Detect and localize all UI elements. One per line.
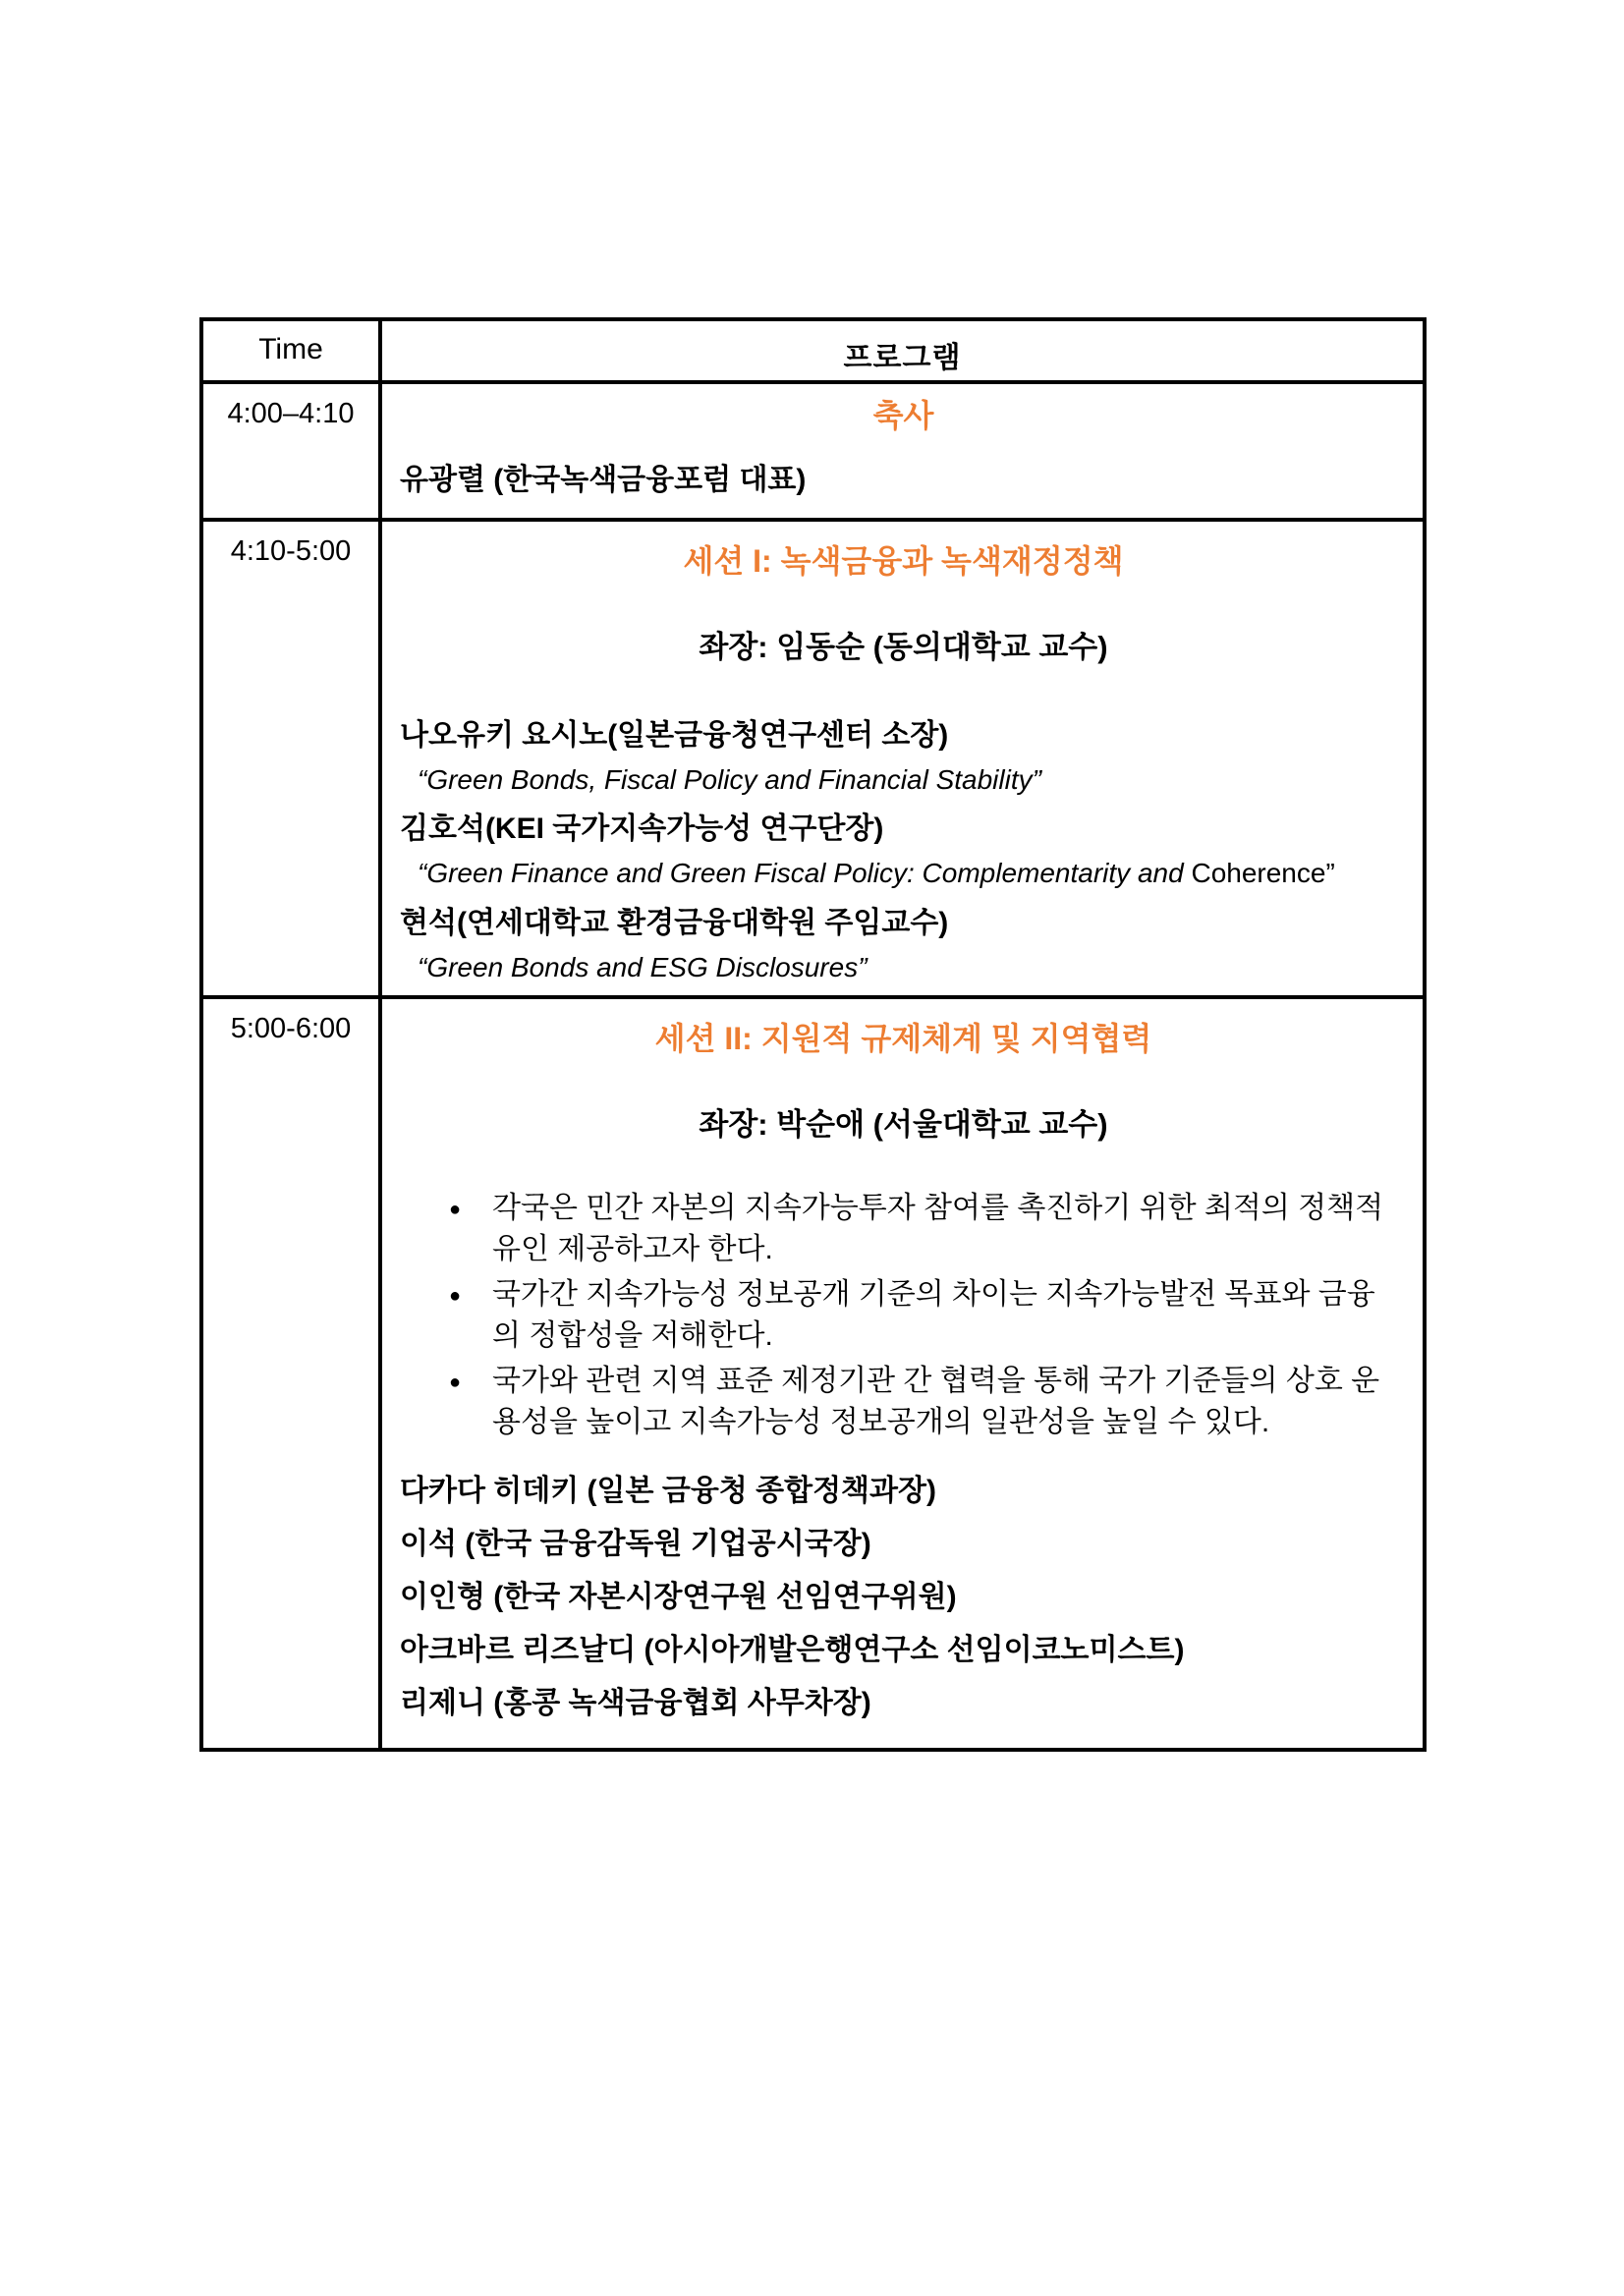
program-cell-session-1 <box>380 520 1425 997</box>
program-cell-session-2 <box>380 997 1425 1750</box>
session-chair: 좌장: 박순애 (서울대학교 교수) <box>699 1106 1108 1142</box>
talk-title <box>400 856 1407 891</box>
discussion-point: ● 국가와 관련 지역 표준 제정기관 간 협력을 통해 국가 기준들의 상호 운용성을 높이고 지속가능성 정보공개의 일관성을 높일 수 있다. <box>447 1361 1399 1443</box>
time-slot: 4:00–4:10 <box>201 382 380 520</box>
speaker-name: 김호석(KEI 국가지속가능성 연구단장) <box>400 812 884 846</box>
program-table <box>199 317 1427 1752</box>
session-chair: 좌장: 임동순 (동의대학교 교수) <box>699 629 1108 664</box>
session-heading: 세션 II: 지원적 규제체계 및 지역협력 <box>654 1021 1152 1057</box>
talk-title-text: “Green Bonds, Fiscal Policy and Financial Stability” <box>418 763 1041 795</box>
speaker-entry <box>400 904 1407 985</box>
table-row-session-2 <box>201 997 1425 1750</box>
program-column-header: 프로그램 <box>380 319 1425 382</box>
table-row-opening <box>201 382 1425 520</box>
speaker-name: 나오유키 요시노(일본금융청연구센터 소장) <box>400 718 949 752</box>
talk-title-text-upright: Coherence” <box>1191 858 1335 889</box>
speaker-name: 리제니 (홍콩 녹색금융협회 사무차장) <box>400 1686 871 1719</box>
speaker-name: 이인형 (한국 자본시장연구원 선임연구위원) <box>400 1580 957 1613</box>
time-slot: 4:10-5:00 <box>201 520 380 997</box>
speaker-name: 이석 (한국 금융감독원 기업공시국장) <box>400 1527 871 1560</box>
discussion-points-list <box>447 1188 1399 1443</box>
talk-title <box>400 762 1407 798</box>
session-heading: 축사 <box>872 398 934 433</box>
table-row-session-1 <box>201 520 1425 997</box>
talk-title <box>400 950 1407 985</box>
speaker-name: 다카다 히데키 (일본 금융청 종합정책과장) <box>400 1474 936 1507</box>
speaker-name: 아크바르 리즈날디 (아시아개발은행연구소 선임이코노미스트) <box>400 1633 1185 1666</box>
table-header-row <box>201 319 1425 382</box>
session-heading: 세션 I: 녹색금융과 녹색재정정책 <box>683 543 1124 579</box>
program-cell-opening <box>380 382 1425 520</box>
speaker-name: 유광렬 (한국녹색금융포럼 대표) <box>400 463 807 496</box>
discussion-point: ● 각국은 민간 자본의 지속가능투자 참여를 촉진하기 위한 최적의 정책적 유인 제공하고자 한다. <box>447 1188 1399 1270</box>
time-slot: 5:00-6:00 <box>201 997 380 1750</box>
speaker-entry <box>400 716 1407 798</box>
speaker-entry <box>400 810 1407 891</box>
talk-title-text: “Green Finance and Green Fiscal Policy: Complementarity and <box>418 858 1192 889</box>
panelist-list <box>400 1473 1407 1722</box>
time-column-header: Time <box>201 319 380 382</box>
discussion-point: ● 국가간 지속가능성 정보공개 기준의 차이는 지속가능발전 목표와 금융의 정합성을 저해한다. <box>447 1274 1399 1357</box>
speaker-name: 현석(연세대학교 환경금융대학원 주임교수) <box>400 906 949 939</box>
talk-title-text: “Green Bonds and ESG Disclosures” <box>418 951 868 982</box>
